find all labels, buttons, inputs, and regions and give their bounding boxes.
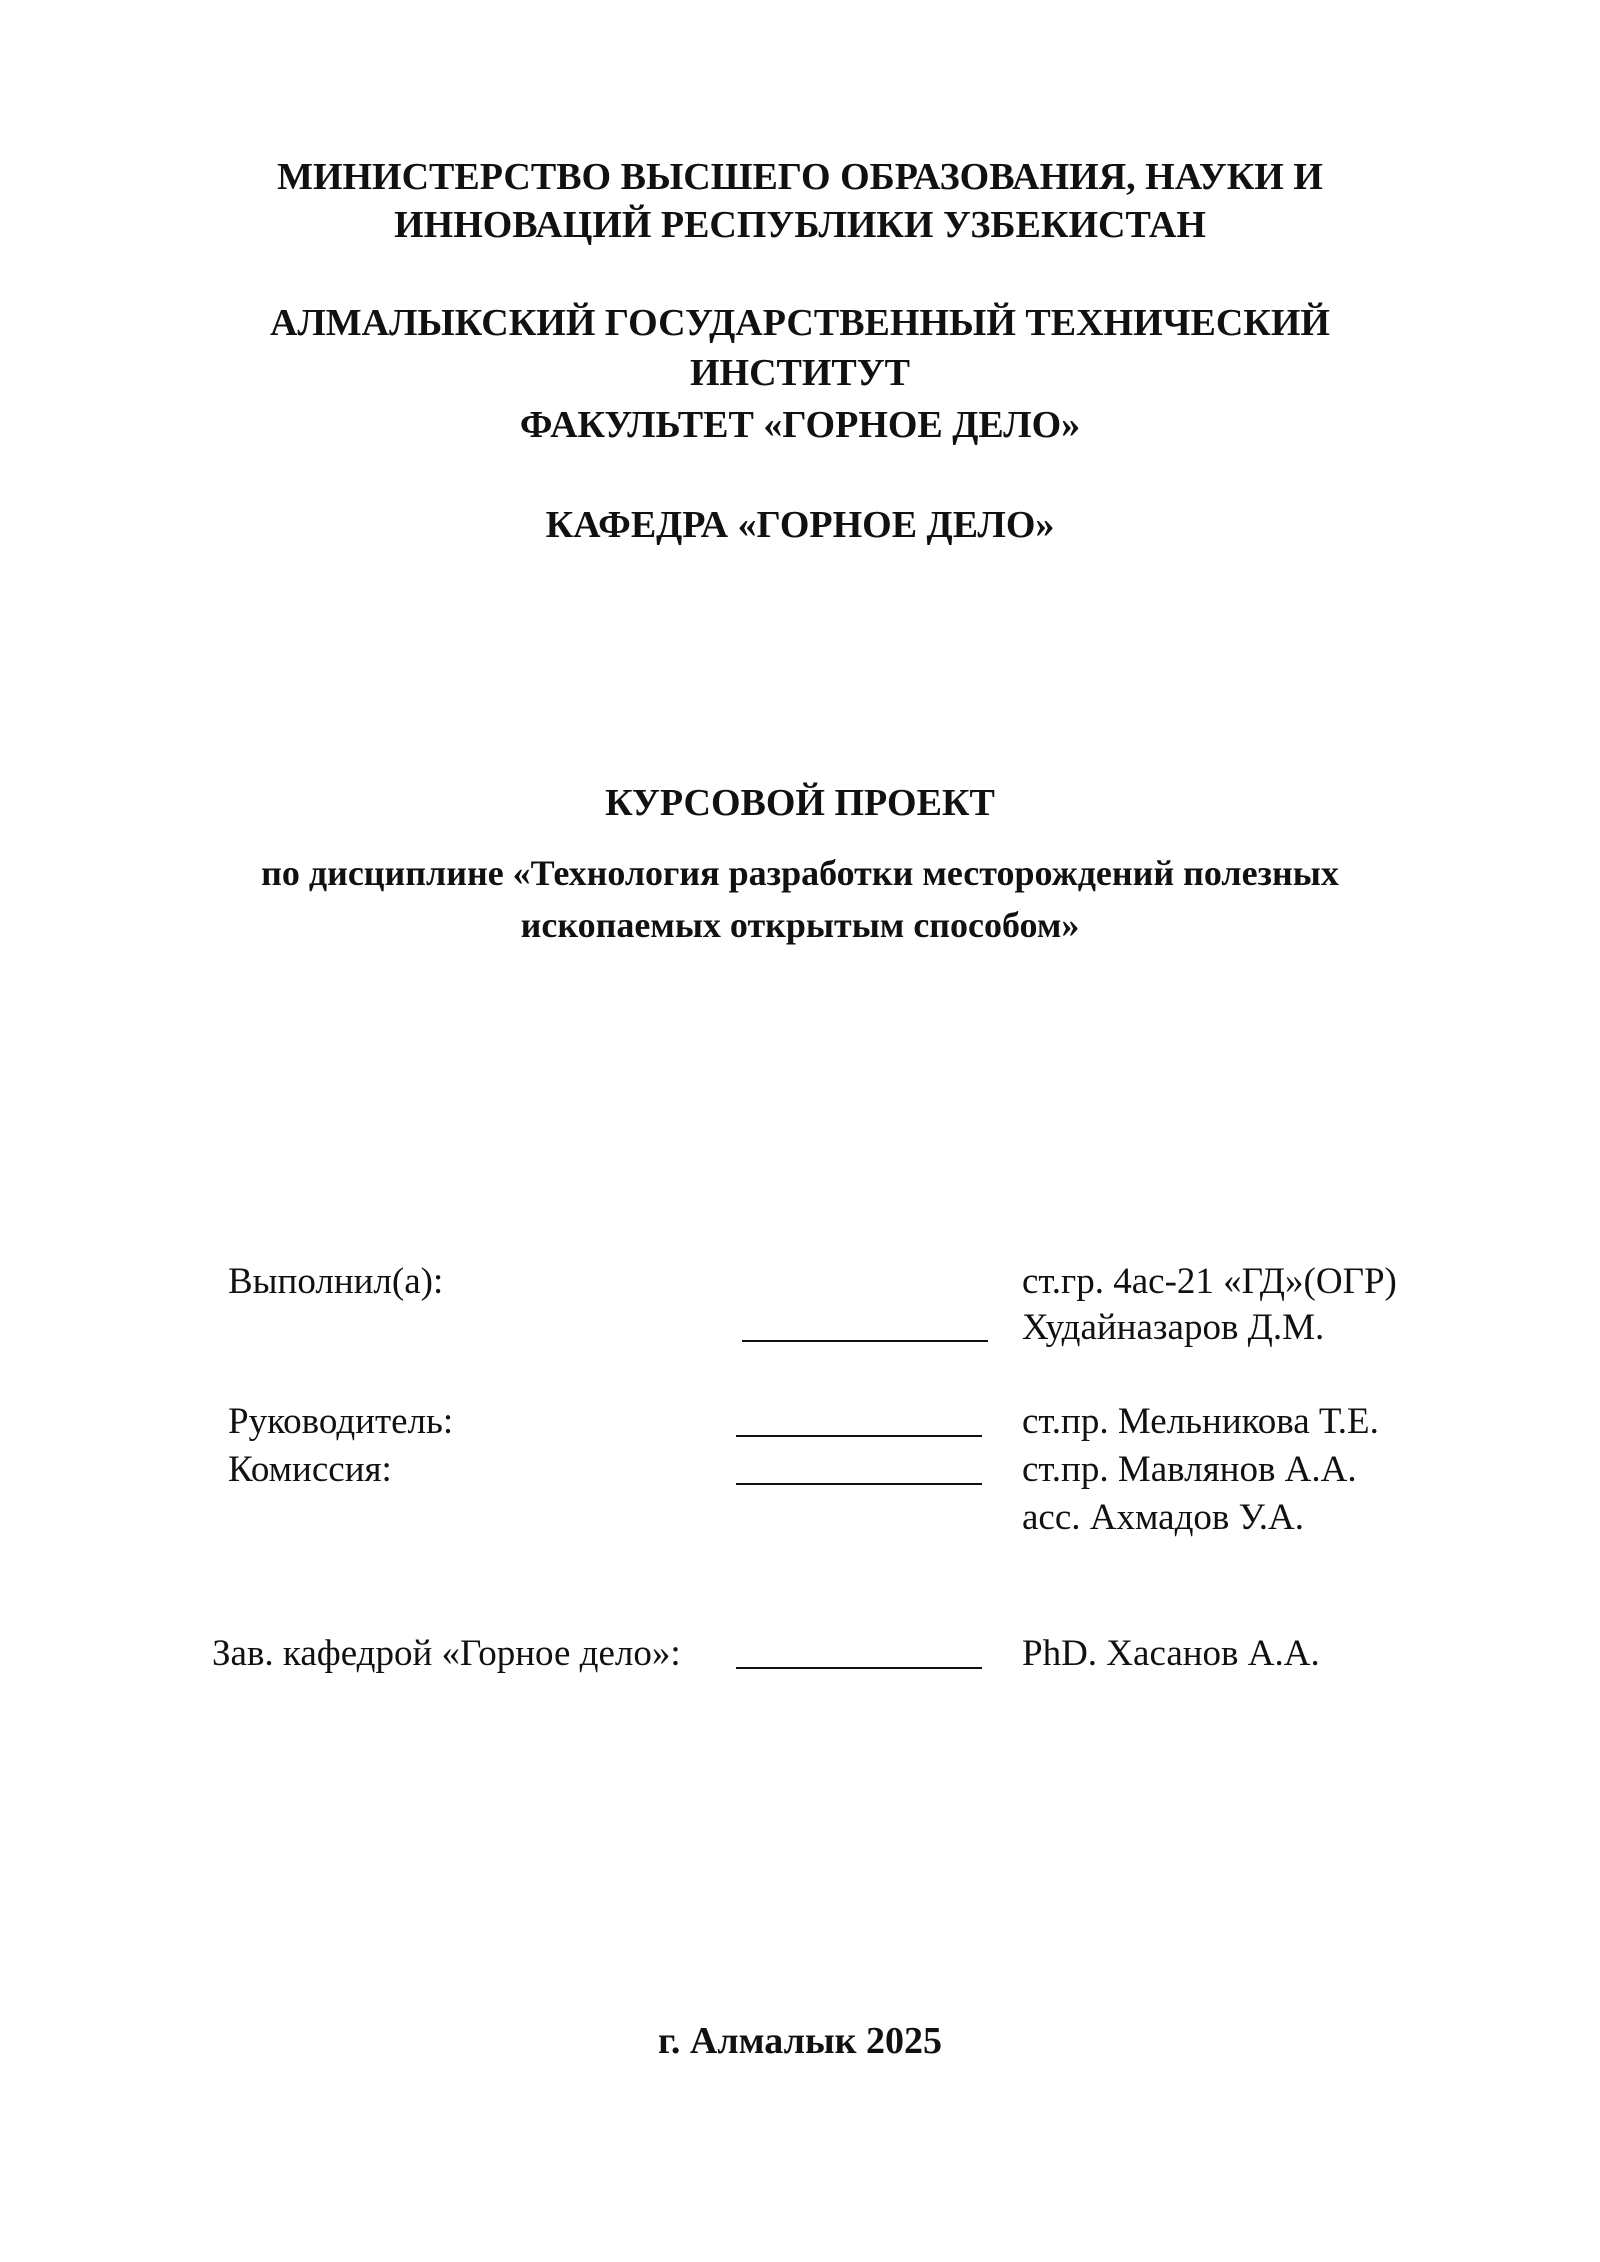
- commission-member-1: ст.пр. Мавлянов А.А.: [1022, 1449, 1357, 1490]
- city-year: г. Алмалык 2025: [657, 2020, 943, 2062]
- discipline-line-2: ископаемых открытым способом»: [520, 905, 1080, 945]
- performed-label: Выполнил(а):: [228, 1261, 444, 1302]
- ministry-line-1: МИНИСТЕРСТВО ВЫСШЕГО ОБРАЗОВАНИЯ, НАУКИ И: [277, 156, 1323, 198]
- head-name: PhD. Хасанов А.А.: [1022, 1633, 1320, 1674]
- supervisor-name: ст.пр. Мельникова Т.Е.: [1022, 1401, 1379, 1442]
- discipline-line-1: по дисциплине «Технология разработки месторождений полезных: [261, 853, 1339, 893]
- supervisor-label: Руководитель:: [228, 1401, 454, 1442]
- commission-member-2: асс. Ахмадов У.А.: [1022, 1497, 1304, 1538]
- performed-group: ст.гр. 4ас-21 «ГД»(ОГР): [1022, 1261, 1397, 1302]
- institute-line-1: АЛМАЛЫКСКИЙ ГОСУДАРСТВЕННЫЙ ТЕХНИЧЕСКИЙ: [270, 302, 1330, 344]
- head-signature-line: [736, 1667, 982, 1669]
- performed-signature-line: [742, 1340, 988, 1342]
- performed-name: Худайназаров Д.М.: [1022, 1307, 1325, 1348]
- project-title: КУРСОВОЙ ПРОЕКТ: [605, 782, 995, 824]
- commission-signature-line: [736, 1483, 982, 1485]
- ministry-line-2: ИННОВАЦИЙ РЕСПУБЛИКИ УЗБЕКИСТАН: [394, 204, 1206, 246]
- head-label: Зав. кафедрой «Горное дело»:: [212, 1633, 681, 1674]
- faculty-name: ФАКУЛЬТЕТ «ГОРНОЕ ДЕЛО»: [519, 404, 1081, 446]
- commission-label: Комиссия:: [228, 1449, 392, 1490]
- institute-line-2: ИНСТИТУТ: [689, 352, 911, 394]
- supervisor-signature-line: [736, 1435, 982, 1437]
- department-name: КАФЕДРА «ГОРНОЕ ДЕЛО»: [545, 504, 1055, 546]
